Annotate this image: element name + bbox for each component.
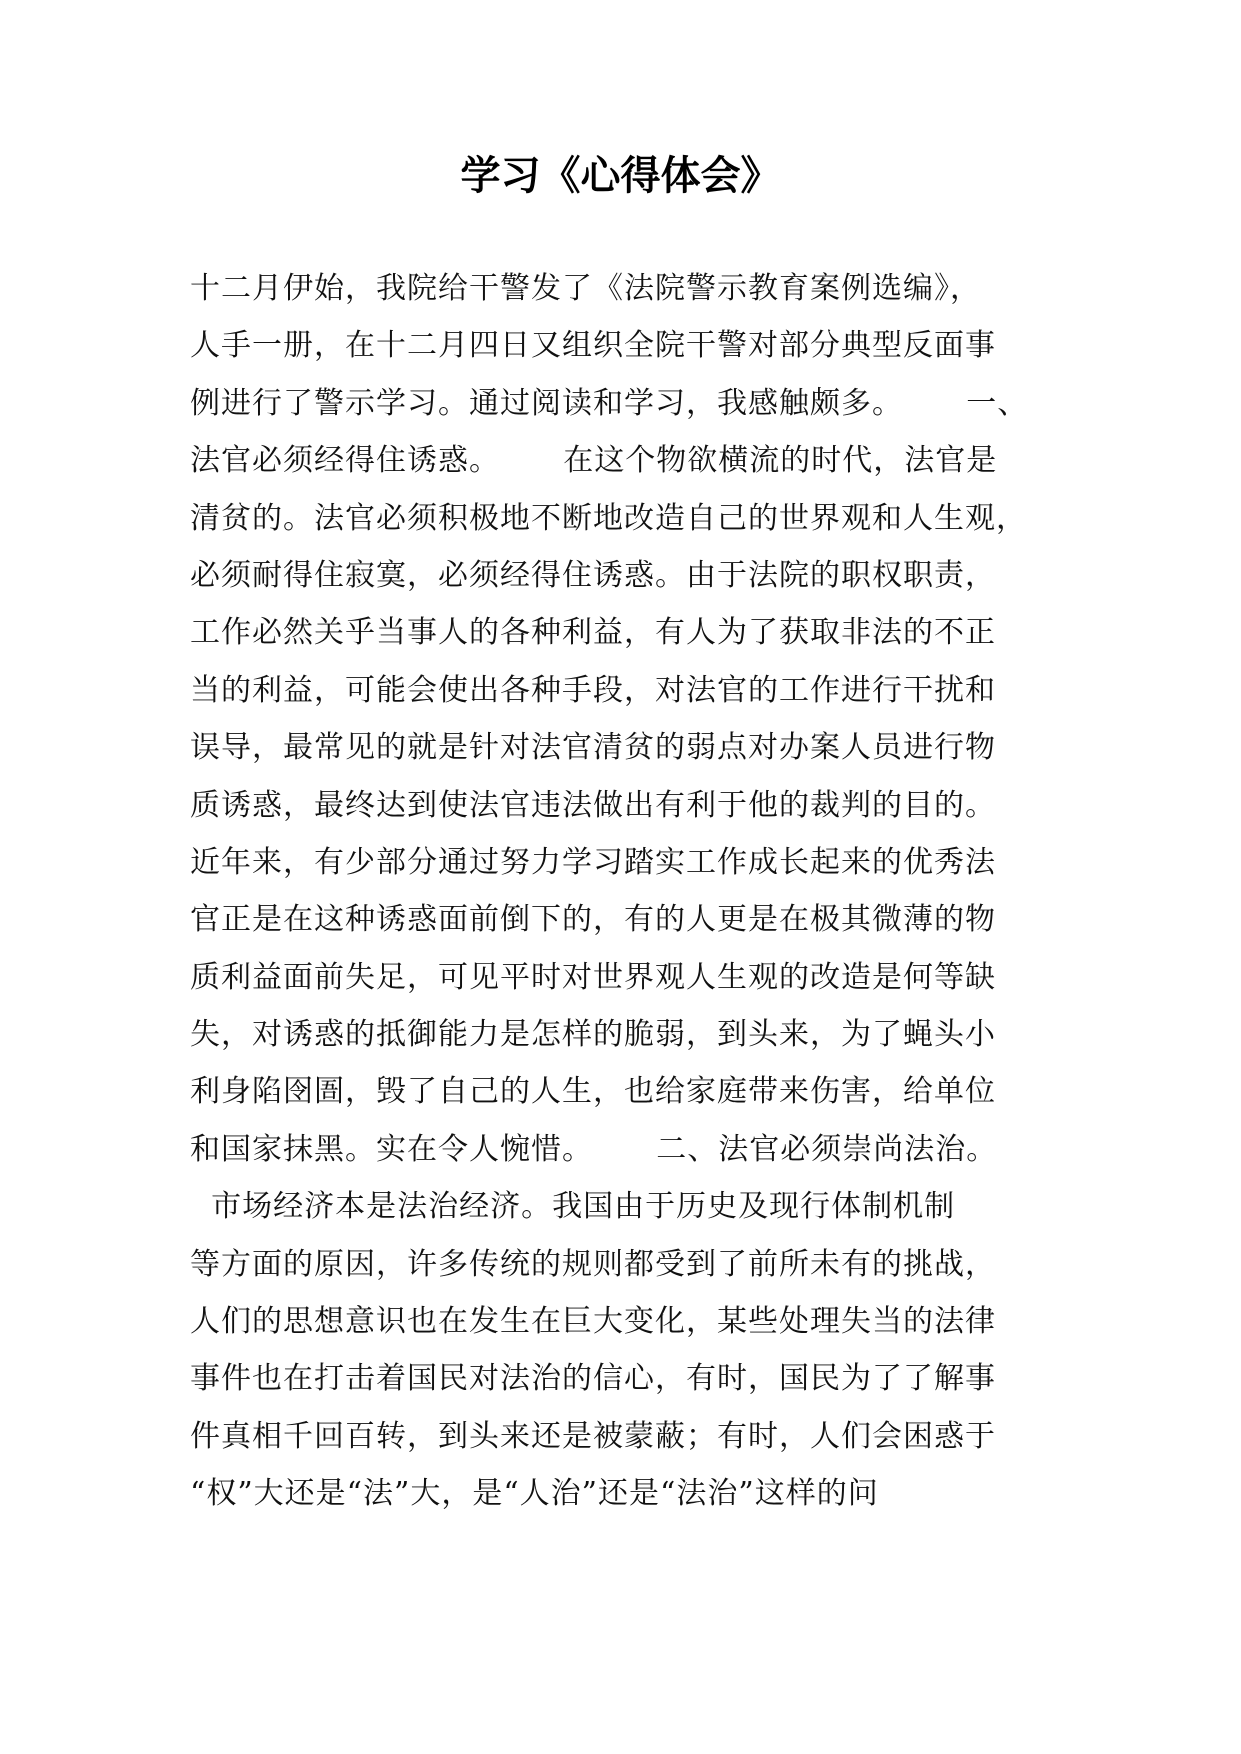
- text-line: 清贫的。法官必须积极地不断地改造自己的世界观和人生观，: [190, 500, 1027, 536]
- text-line: 利身陷囹圄，毁了自己的人生，也给家庭带来伤害，给单位: [190, 1074, 996, 1110]
- text-line: 和国家抹黑。实在令人惋惜。 二、法官必须崇尚法治。: [190, 1131, 998, 1167]
- text-line: 十二月伊始，我院给干警发了《法院警示教育案例选编》，: [190, 271, 981, 306]
- text-line: 人们的思想意识也在发生在巨大变化，某些处理失当的法律: [190, 1304, 996, 1340]
- text-line: 近年来，有少部分通过努力学习踏实工作成长起来的优秀法: [190, 844, 996, 880]
- text-line: 质诱惑，最终达到使法官违法做出有利于他的裁判的目的。: [190, 787, 996, 823]
- text-line: 当的利益，可能会使出各种手段，对法官的工作进行干扰和: [190, 672, 996, 708]
- text-line: 失，对诱惑的抵御能力是怎样的脆弱，到头来，为了蝇头小: [190, 1017, 996, 1053]
- text-line: 误导，最常见的就是针对法官清贫的弱点对办案人员进行物: [190, 730, 996, 766]
- text-line: 件真相千回百转，到头来还是被蒙蔽；有时，人们会困惑于: [190, 1418, 996, 1454]
- text-line: 等方面的原因，许多传统的规则都受到了前所未有的挑战，: [190, 1246, 996, 1282]
- text-line: 市场经济本是法治经济。我国由于历史及现行体制机制: [190, 1189, 956, 1225]
- text-line: 质利益面前失足，可见平时对世界观人生观的改造是何等缺: [190, 959, 996, 995]
- page-title: 学习《心得体会》: [460, 153, 781, 199]
- text-line: 人手一册，在十二月四日又组织全院干警对部分典型反面事: [190, 328, 996, 364]
- text-line: 官正是在这种诱惑面前倒下的，有的人更是在极其微薄的物: [190, 902, 996, 938]
- body-text: [190, 260, 1090, 1523]
- text-line: 必须耐得住寂寞，必须经得住诱惑。由于法院的职权职责，: [190, 557, 996, 593]
- text-line: 法官必须经得住诱惑。 在这个物欲横流的时代，法官是: [190, 443, 998, 479]
- text-line: 工作必然关乎当事人的各种利益，有人为了获取非法的不正: [190, 615, 996, 651]
- text-line: 事件也在打击着国民对法治的信心，有时，国民为了了解事: [190, 1361, 996, 1397]
- text-line: 例进行了警示学习。通过阅读和学习，我感触颇多。 一、: [190, 385, 1029, 421]
- text-line: “权”大还是“法”大，是“人治”还是“法治”这样的问: [190, 1476, 879, 1512]
